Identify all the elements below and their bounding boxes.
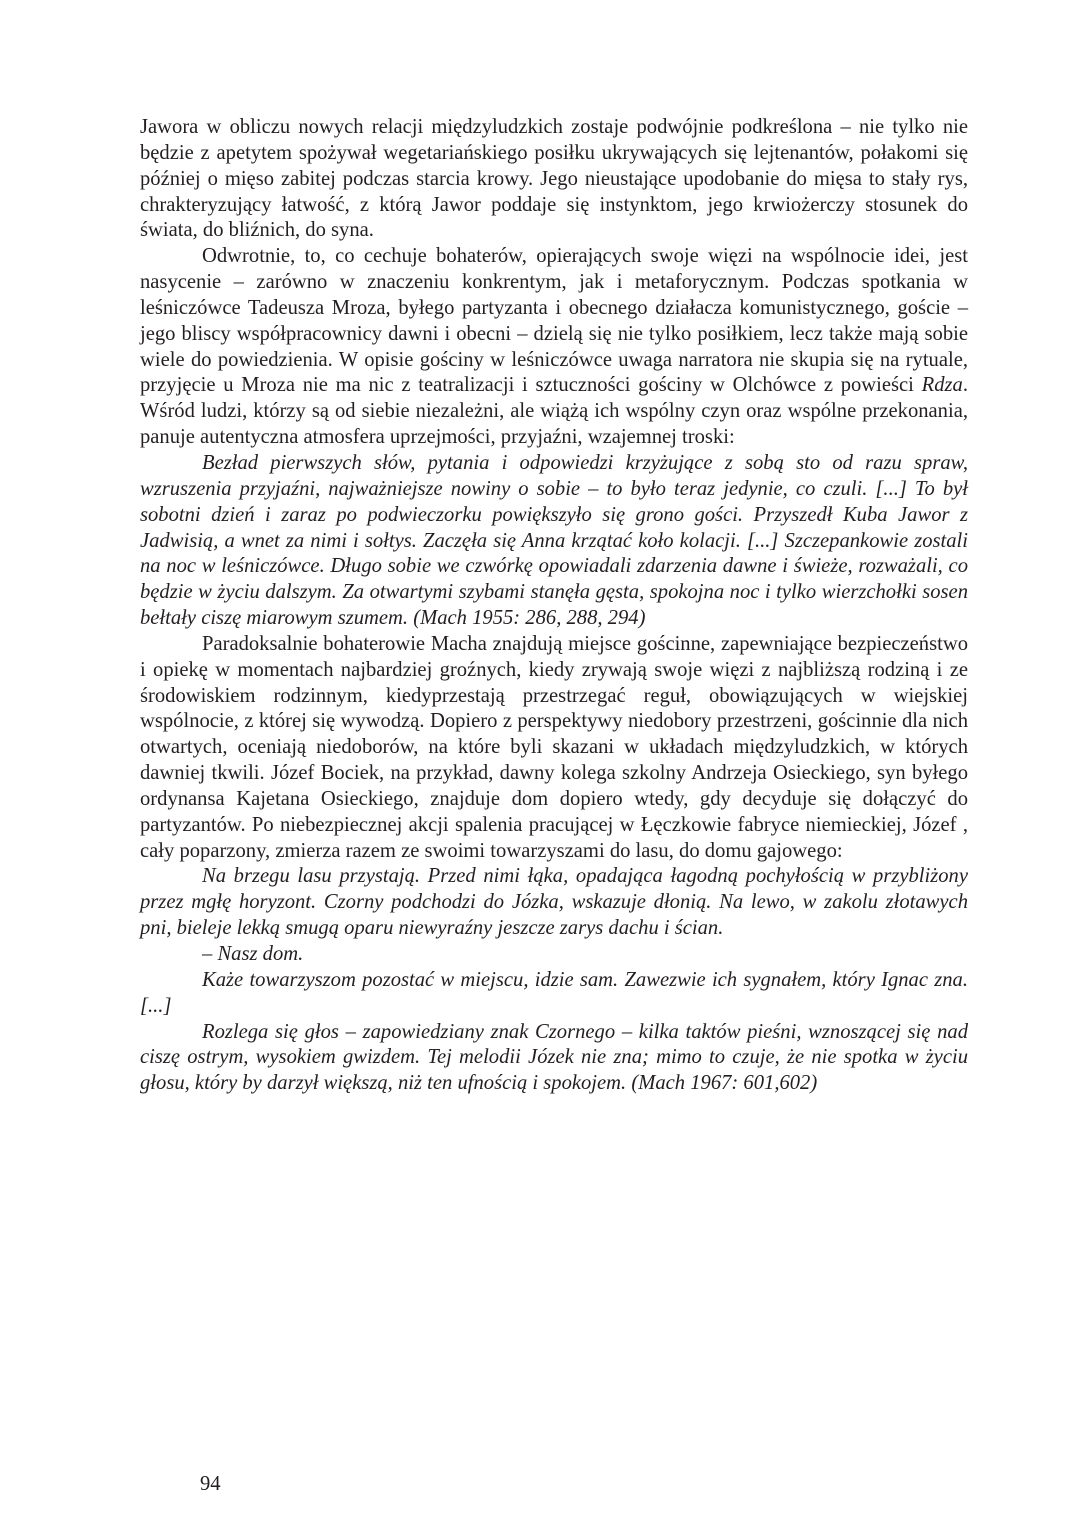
block-quote-1: Bezład pierwszych słów, pytania i odpowiedzi krzyżujące z sobą sto od razu spraw, wzruszenia przyjaźni, najważniejsze nowiny o sobie – to było teraz jedynie, co czuli. [...] To był sobotni dzień i zaraz po podwieczorku powiększyło się grono gości. Przyszedł Kuba Jawor z Jadwisią, a wnet za nimi i sołtys. Zaczęła się Anna krzątać koło kolacji. [...] Szczepankowie zostali na noc w leśniczówce. Długo sobie we czwórkę opowiadali zdarzenia dawne i świeże, rozważali, co będzie w życiu dalszym. Za otwartymi szybami stanęła gęsta, spokojna noc i tylko wierzchołki sosen bełtały ciszę miarowym szumem. (Mach 1955: 286, 288, 294)	[140, 451, 968, 630]
block-quote-2: Na brzegu lasu przystają. Przed nimi łąka, opadająca łagodną pochyłością w przybliżony przez mgłę horyzont. Czorny podchodzi do Józka, wskazuje dłonią. Na lewo, w zakolu złotawych pni, bieleje lekką smugą oparu niewyraźny jeszcze zarys dachu i ścian.	[140, 865, 968, 940]
page-number: 94	[200, 1473, 221, 1495]
block-quote-5: Rozlega się głos – zapowiedziany znak Czornego – kilka taktów pieśni, wznoszącej się nad ciszę ostrym, wysokiem gwizdem. Tej melodii Józek nie zna; mimo to czuje, że nie spotka w życiu głosu, który by darzył większą, niż ten ufnością i spokojem. (Mach 1967: 601,602)	[140, 1020, 968, 1095]
block-quote-4: Każe towarzyszom pozostać w miejscu, idzie sam. Zawezwie ich sygnałem, który Ignac zna. [...]	[140, 968, 968, 1017]
paragraph-2-text-a: Odwrotnie, to, co cechuje bohaterów, opierających swoje więzi na wspólnocie idei, jest nasycenie – zarówno w znaczeniu konkrentym, jak i metaforycznym. Podczas spotkania w leśniczówce Tadeusza Mroza, byłego partyzanta i obecnego działacza komunistycznego, goście – jego bliscy współpracownicy dawni i obecni – dzielą się nie tylko posiłkiem, lecz także mają sobie wiele do powiedzienia. W opisie gościny w leśniczówce uwaga narratora nie skupia się na rytuale, przyjęcie u Mroza nie ma nic z teatralizacji i sztuczności gościny w Olchówce z powieści	[140, 245, 968, 397]
book-title-rdza: Rdza	[921, 374, 963, 397]
paragraph-2-text-b: . Wśród ludzi, którzy są od siebie niezależni, ale wiążą ich wspólny czyn oraz wspólne przekonania, panuje autentyczna atmosfera uprzejmości, przyjaźni, wzajemnej troski:	[140, 374, 968, 449]
page-body	[140, 115, 968, 1097]
paragraph-2	[140, 244, 968, 451]
paragraph-1: Jawora w obliczu nowych relacji międzyludzkich zostaje podwójnie podkreślona – nie tylko nie będzie z apetytem spożywał wegetariańskiego posiłku ukrywających się lejtenantów, połakomi się później o mięso zabitej podczas starcia krowy. Jego nieustające upodobanie do mięsa to stały rys, chrakteryzujący łatwość, z którą Jawor poddaje się instynktom, jego krwiożerczy stosunek do świata, do bliźnich, do syna.	[140, 116, 968, 242]
paragraph-3: Paradoksalnie bohaterowie Macha znajdują miejsce gościnne, zapewniające bezpieczeństwo i opiekę w momentach najbardziej groźnych, kiedy zrywają swoje więzi z najbliższą rodziną i ze środowiskiem rodzinnym, kiedyprzestają przestrzegać reguł, obowiązujących w wiejskiej wspólnocie, z której się wywodzą. Dopiero z perspektywy niedobory przestrzeni, gościnnie dla nich otwartych, oceniają niedoborów, na które byli skazani w układach międzyludzkich, w których dawniej tkwili. Józef Bociek, na przykład, dawny kolega szkolny Andrzeja Osieckiego, syn byłego ordynansa Kajetana Osieckiego, znajduje dom dopiero wtedy, gdy decyduje się dołączyć do partyzantów. Po niebezpiecznej akcji spalenia pracującej w Łęczkowie fabryce niemieckiej, Józef , cały poparzony, zmierza razem ze swoimi towarzyszami do lasu, do domu gajowego:	[140, 632, 968, 862]
block-quote-3: – Nasz dom.	[202, 943, 304, 965]
